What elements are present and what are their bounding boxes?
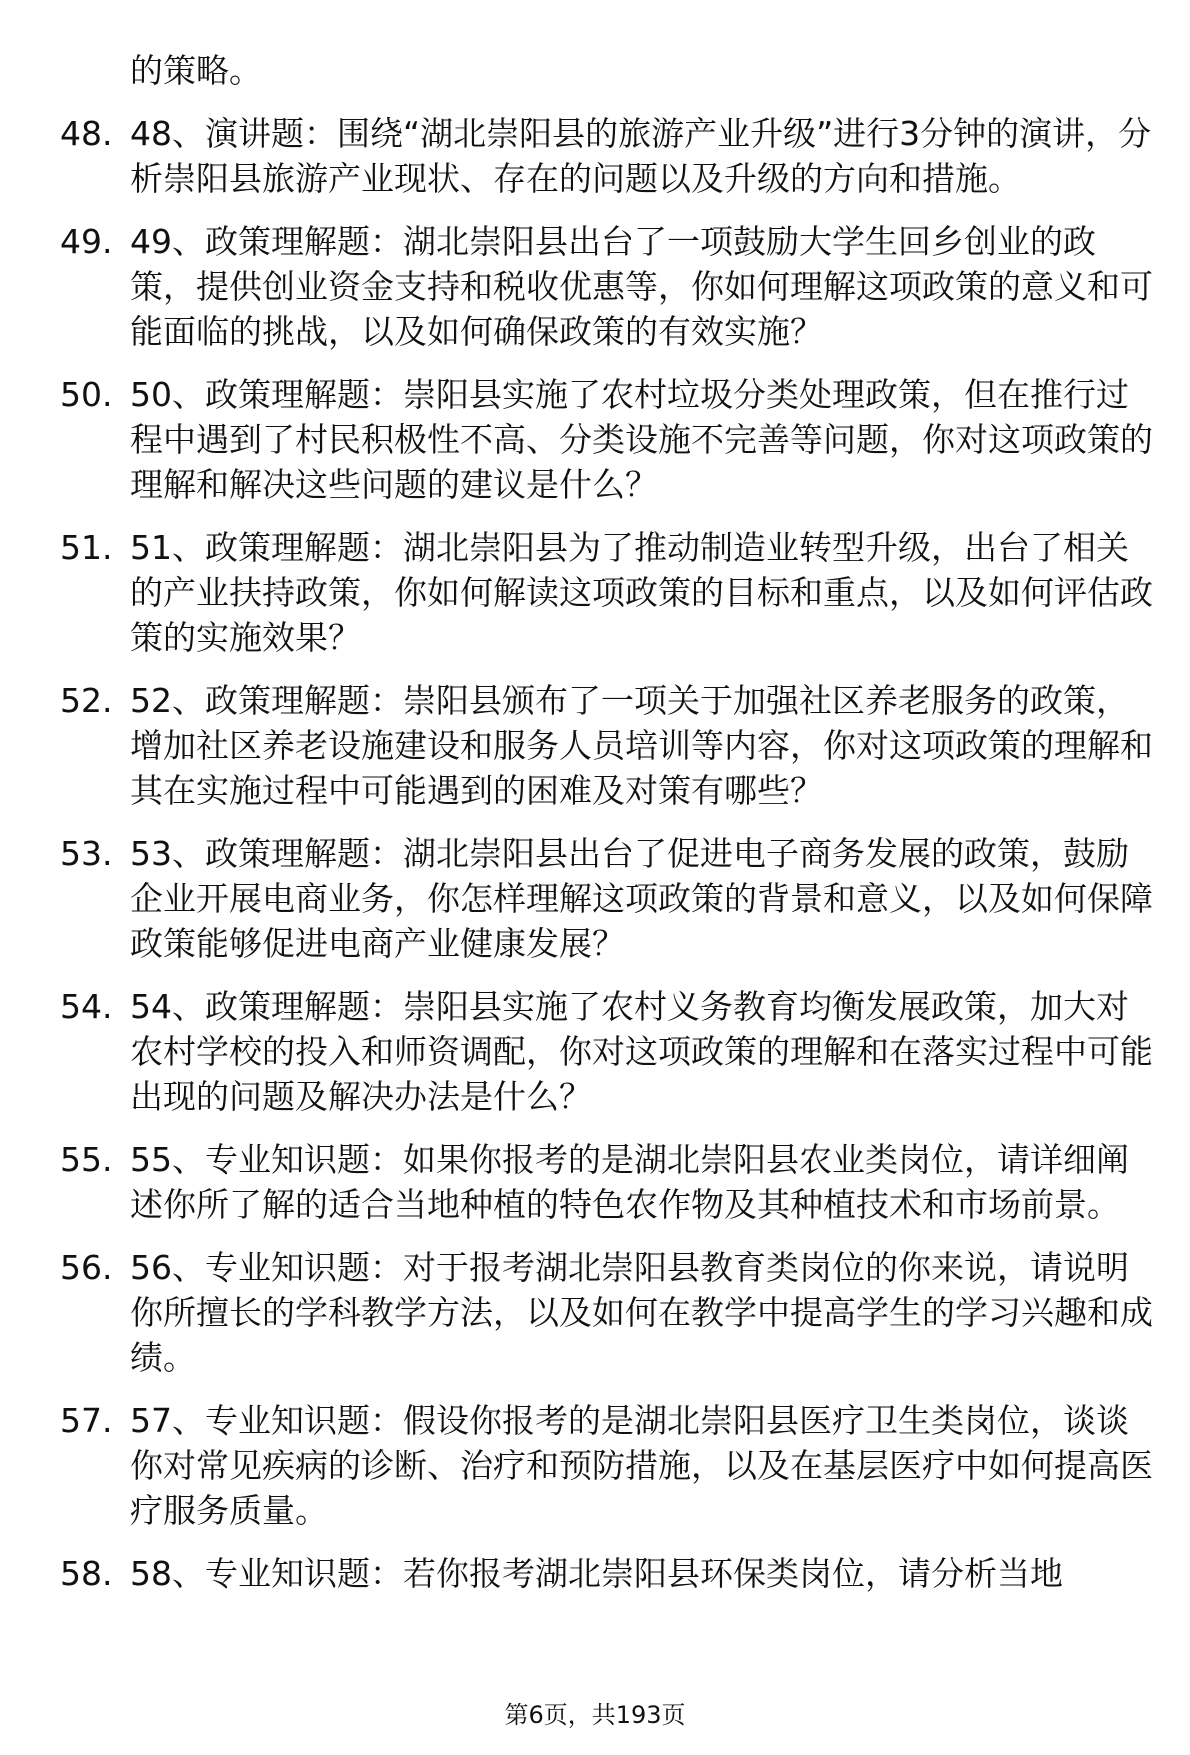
item-text: 53、政策理解题：湖北崇阳县出台了促进电子商务发展的政策，鼓励企业开展电商业务，你怎样理解这项政策的背景和意义，以及如何保障政策能够促进电商产业健康发展？ [130, 834, 1153, 963]
item-number: 49. [60, 222, 113, 261]
list-item [60, 1245, 1155, 1380]
list-item [60, 984, 1155, 1119]
item-number: 51. [60, 528, 113, 567]
list-item [60, 525, 1155, 660]
item-text: 56、专业知识题：对于报考湖北崇阳县教育类岗位的你来说，请说明你所擅长的学科教学方法，以及如何在教学中提高学生的学习兴趣和成绩。 [130, 1248, 1153, 1377]
item-number: 52. [60, 681, 113, 720]
item-text: 57、专业知识题：假设你报考的是湖北崇阳县医疗卫生类岗位，谈谈你对常见疾病的诊断、治疗和预防措施，以及在基层医疗中如何提高医疗服务质量。 [130, 1401, 1153, 1530]
item-text: 49、政策理解题：湖北崇阳县出台了一项鼓励大学生回乡创业的政策，提供创业资金支持和税收优惠等，你如何理解这项政策的意义和可能面临的挑战，以及如何确保政策的有效实施？ [130, 222, 1153, 351]
item-text: 48、演讲题：围绕“湖北崇阳县的旅游产业升级”进行3分钟的演讲，分析崇阳县旅游产业现状、存在的问题以及升级的方向和措施。 [130, 114, 1152, 198]
item-text: 55、专业知识题：如果你报考的是湖北崇阳县农业类岗位，请详细阐述你所了解的适合当地种植的特色农作物及其种植技术和市场前景。 [130, 1140, 1129, 1224]
continuation-text: 的策略。 [130, 51, 262, 90]
list-item [60, 111, 1155, 201]
item-text: 58、专业知识题：若你报考湖北崇阳县环保类岗位，请分析当地 [130, 1554, 1063, 1593]
item-number: 54. [60, 987, 113, 1026]
list-item [60, 831, 1155, 966]
item-number: 53. [60, 834, 113, 873]
item-text: 51、政策理解题：湖北崇阳县为了推动制造业转型升级，出台了相关的产业扶持政策，你如何解读这项政策的目标和重点，以及如何评估政策的实施效果？ [130, 528, 1153, 657]
list-item [60, 1551, 1155, 1596]
list-item [60, 678, 1155, 813]
list-item [60, 219, 1155, 354]
item-number: 50. [60, 375, 113, 414]
list-item [60, 1137, 1155, 1227]
document-body [60, 48, 1155, 1596]
list-item [60, 1398, 1155, 1533]
list-item [60, 372, 1155, 507]
page-footer: 第6页，共193页 [504, 1701, 686, 1729]
item-text: 50、政策理解题：崇阳县实施了农村垃圾分类处理政策，但在推行过程中遇到了村民积极性不高、分类设施不完善等问题，你对这项政策的理解和解决这些问题的建议是什么？ [130, 375, 1153, 504]
item-number: 48. [60, 114, 113, 153]
item-number: 58. [60, 1554, 113, 1593]
item-number: 57. [60, 1401, 113, 1440]
item-text: 52、政策理解题：崇阳县颁布了一项关于加强社区养老服务的政策，增加社区养老设施建设和服务人员培训等内容，你对这项政策的理解和其在实施过程中可能遇到的困难及对策有哪些？ [130, 681, 1153, 810]
item-text: 54、政策理解题：崇阳县实施了农村义务教育均衡发展政策，加大对农村学校的投入和师资调配，你对这项政策的理解和在落实过程中可能出现的问题及解决办法是什么？ [130, 987, 1153, 1116]
item-number: 56. [60, 1248, 113, 1287]
item-number: 55. [60, 1140, 113, 1179]
